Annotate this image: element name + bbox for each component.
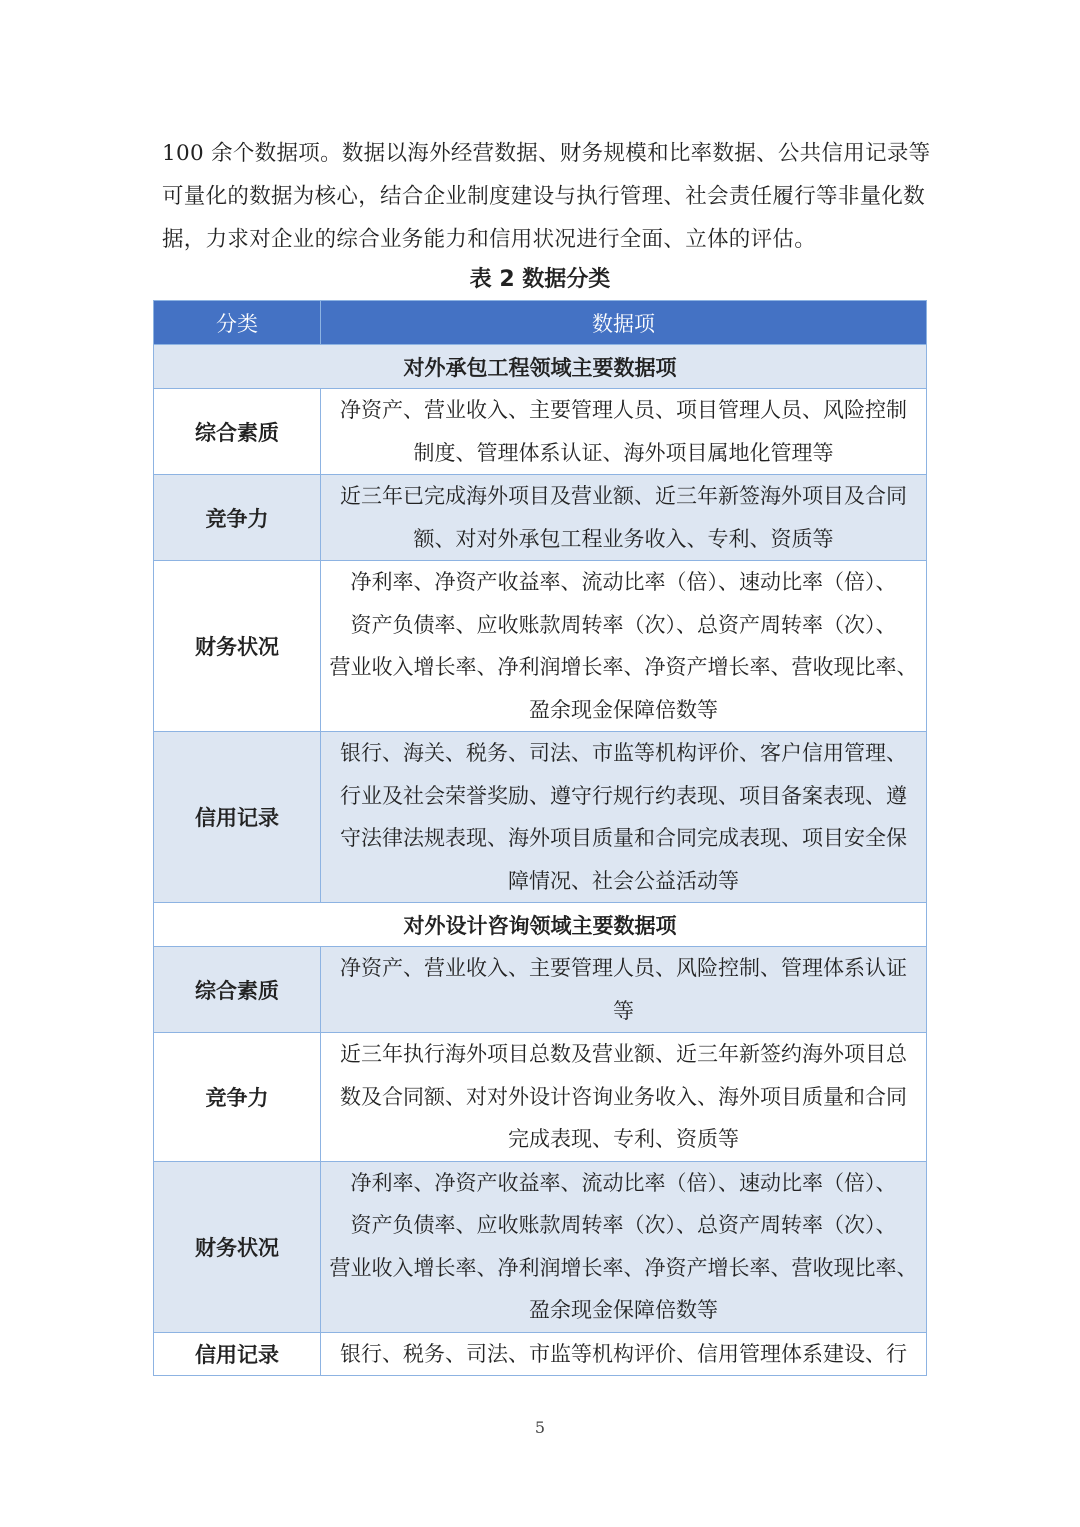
section-title-row [154,903,927,947]
item-line: 净利率、净资产收益率、流动比率（倍）、速动比率（倍）、 [350,1170,897,1195]
item-line: 等 [613,998,634,1023]
table-row [154,732,927,903]
item-line: 营业收入增长率、净利润增长率、净资产增长率、营收现比率、 [329,1255,918,1280]
item-line: 守法律法规表现、海外项目质量和合同完成表现、项目安全保 [340,826,907,850]
paragraph-line: 据，力求对企业的综合业务能力和信用状况进行全面、立体的评估。 [162,227,817,252]
row-category: 综合素质 [154,389,321,475]
data-classification-table [153,300,927,1376]
item-line: 资产负债率、应收账款周转率（次）、总资产周转率（次）、 [350,1213,897,1237]
paragraph-line: 100 余个数据项。数据以海外经营数据、财务规模和比率数据、公共信用记录等 [162,141,931,166]
item-line: 银行、税务、司法、市监等机构评价、信用管理体系建设、行 [340,1341,907,1366]
item-line: 制度、管理体系认证、海外项目属地化管理等 [413,440,834,465]
row-items [321,732,927,903]
row-items [321,1332,927,1376]
table-row [154,1033,927,1162]
row-category: 信用记录 [154,732,321,903]
row-category: 信用记录 [154,1332,321,1376]
table-row [154,389,927,475]
row-items [321,561,927,732]
table-row [154,561,927,732]
paragraph-line: 可量化的数据为核心，结合企业制度建设与执行管理、社会责任履行等非量化数 [162,184,926,209]
table-caption: 表 2 数据分类 [469,267,611,292]
header-items: 数据项 [321,301,927,345]
item-line: 近三年已完成海外项目及营业额、近三年新签海外项目及合同 [340,484,907,508]
item-line: 完成表现、专利、资质等 [508,1127,739,1151]
table-row [154,947,927,1033]
item-line: 额、对对外承包工程业务收入、专利、资质等 [413,526,834,551]
body-paragraph [162,132,931,261]
item-line: 盈余现金保障倍数等 [529,697,718,722]
section-title: 对外承包工程领域主要数据项 [154,345,927,389]
table-row [154,1332,927,1376]
page-number: 5 [534,1418,546,1437]
row-items [321,947,927,1033]
item-line: 行业及社会荣誉奖励、遵守行规行约表现、项目备案表现、遵 [340,783,907,808]
item-line: 净资产、营业收入、主要管理人员、项目管理人员、风险控制 [340,398,907,422]
item-line: 资产负债率、应收账款周转率（次）、总资产周转率（次）、 [350,612,897,637]
header-category: 分类 [154,301,321,345]
section-title-row [154,345,927,389]
row-items [321,1033,927,1162]
row-category: 竞争力 [154,1033,321,1162]
item-line: 营业收入增长率、净利润增长率、净资产增长率、营收现比率、 [329,655,918,679]
row-category: 竞争力 [154,475,321,561]
table-header-row [154,301,927,345]
item-line: 盈余现金保障倍数等 [529,1298,718,1322]
row-category: 财务状况 [154,1161,321,1332]
item-line: 障情况、社会公益活动等 [508,868,739,893]
item-line: 净资产、营业收入、主要管理人员、风险控制、管理体系认证 [340,956,907,980]
item-line: 数及合同额、对对外设计咨询业务收入、海外项目质量和合同 [340,1084,907,1109]
item-line: 银行、海关、税务、司法、市监等机构评价、客户信用管理、 [340,741,907,765]
table-row [154,475,927,561]
item-line: 近三年执行海外项目总数及营业额、近三年新签约海外项目总 [340,1042,907,1066]
row-category: 综合素质 [154,947,321,1033]
row-items [321,389,927,475]
row-category: 财务状况 [154,561,321,732]
row-items [321,1161,927,1332]
table-row [154,1161,927,1332]
item-line: 净利率、净资产收益率、流动比率（倍）、速动比率（倍）、 [350,570,897,594]
row-items [321,475,927,561]
section-title: 对外设计咨询领域主要数据项 [154,903,927,947]
